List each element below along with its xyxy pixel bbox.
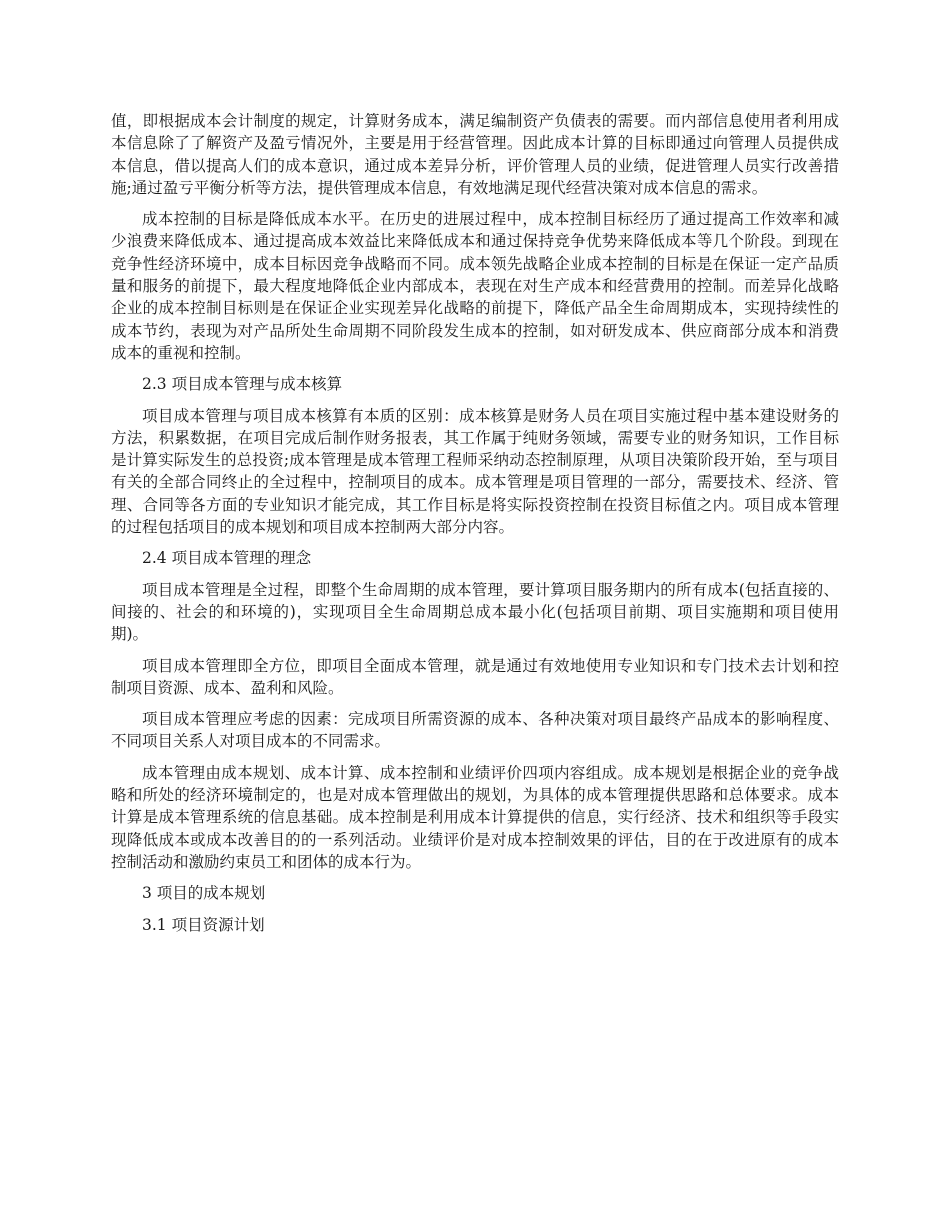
- section-heading-2-3: 2.3 项目成本管理与成本核算: [142, 375, 343, 394]
- paragraph-all-aspects: 项目成本管理即全方位，即项目全面成本管理，就是通过有效地使用专业知识和专门技术去计划和控制项目资源、成本、盈利和风险。: [111, 656, 839, 697]
- section-heading-2-4: 2.4 项目成本管理的理念: [142, 549, 312, 568]
- paragraph-management-vs-accounting: 项目成本管理与项目成本核算有本质的区别：成本核算是财务人员在项目实施过程中基本建设财务的方法，积累数据，在项目完成后制作财务报表，其工作属于纯财务领域，需要专业的财务知识，工作目标是计算实际发生的总投资;成本管理是成本管理工程师采纳动态控制原理，从项目决策阶段开始，至与项目有关的全部合同终止的全过程中，控制项目的成本。成本管理是项目管理的一部分，需要技术、经济、管理、合同等各方面的专业知识才能完成，其工作目标是将实际投资控制在投资目标值之内。项目成本管理的过程包括项目的成本规划和项目成本控制两大部分内容。: [111, 406, 839, 537]
- section-heading-3: 3 项目的成本规划: [142, 884, 266, 903]
- section-heading-3-1: 3.1 项目资源计划: [142, 915, 265, 934]
- paragraph-cost-control-goal: 成本控制的目标是降低成本水平。在历史的进展过程中，成本控制目标经历了通过提高工作效率和减少浪费来降低成本、通过提高成本效益比来降低成本和通过保持竞争优势来降低成本等几个阶段。到现在竞争性经济环境中，成本目标因竞争战略而不同。成本领先战略企业成本控制的目标是在保证一定产品质量和服务的前提下，最大程度地降低企业内部成本，表现在对生产成本和经营费用的控制。而差异化战略企业的成本控制目标则是在保证企业实现差异化战略的前提下，降低产品全生命周期成本，实现持续性的成本节约，表现为对产品所处生命周期不同阶段发生成本的控制，如对研发成本、供应商部分成本和消费成本的重视和控制。: [111, 210, 839, 362]
- paragraph-four-components: 成本管理由成本规划、成本计算、成本控制和业绩评价四项内容组成。成本规划是根据企业的竞争战略和所处的经济环境制定的，也是对成本管理做出的规划，为具体的成本管理提供思路和总体要求。成本计算是成本管理系统的信息基础。成本控制是利用成本计算提供的信息，实行经济、技术和组织等手段实现降低成本或成本改善目的的一系列活动。业绩评价是对成本控制效果的评估，目的在于改进原有的成本控制活动和激励约束员工和团体的成本行为。: [111, 763, 839, 871]
- document-page: [111, 110, 839, 945]
- paragraph-cost-calculation-goal: 值，即根据成本会计制度的规定，计算财务成本，满足编制资产负债表的需要。而内部信息使用者利用成本信息除了了解资产及盈亏情况外，主要是用于经营管理。因此成本计算的目标即通过向管理人员提供成本信息，借以提高人们的成本意识，通过成本差异分析，评价管理人员的业绩，促进管理人员实行改善措施;通过盈亏平衡分析等方法，提供管理成本信息，有效地满足现代经营决策对成本信息的需求。: [111, 112, 839, 197]
- paragraph-full-lifecycle: 项目成本管理是全过程，即整个生命周期的成本管理，要计算项目服务期内的所有成本(包括直接的、间接的、社会的和环境的)，实现项目全生命周期总成本最小化(包括项目前期、项目实施期和项目使用期)。: [111, 580, 839, 644]
- paragraph-factors: 项目成本管理应考虑的因素：完成项目所需资源的成本、各种决策对项目最终产品成本的影响程度、不同项目关系人对项目成本的不同需求。: [111, 710, 839, 751]
